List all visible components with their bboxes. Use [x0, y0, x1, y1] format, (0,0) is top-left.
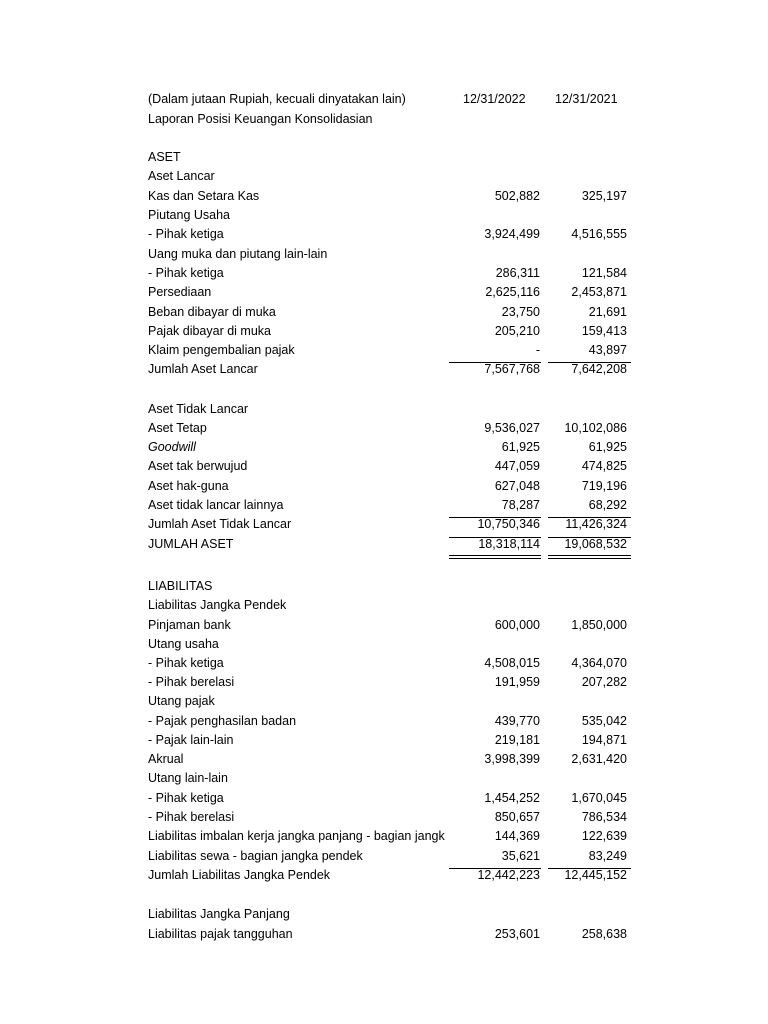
- row-label: - Pihak ketiga: [148, 266, 224, 280]
- value-2021: 4,364,070: [571, 656, 627, 670]
- statement-row: [0, 868, 768, 887]
- statement-row: [0, 656, 768, 675]
- row-label: Piutang Usaha: [148, 208, 231, 222]
- statement-row: [0, 771, 768, 790]
- value-2022: 35,621: [501, 849, 540, 863]
- value-2021: 325,197: [581, 189, 627, 203]
- row-label: JUMLAH ASET: [148, 537, 234, 551]
- row-label: Aset tidak lancar lainnya: [148, 498, 284, 512]
- statement-row: [0, 169, 768, 188]
- statement-row: [0, 537, 768, 556]
- value-2021: 21,691: [588, 305, 627, 319]
- subtotal-rule: [548, 537, 631, 538]
- statement-row: [0, 498, 768, 517]
- value-2022: 502,882: [494, 189, 540, 203]
- value-2021: 474,825: [581, 459, 627, 473]
- row-label: Aset tak berwujud: [148, 459, 248, 473]
- report-title-row: [0, 112, 768, 131]
- statement-row: [0, 343, 768, 362]
- row-label: Liabilitas pajak tangguhan: [148, 927, 293, 941]
- row-label: - Pajak lain-lain: [148, 733, 234, 747]
- value-2022: 600,000: [494, 618, 540, 632]
- row-label: Aset Lancar: [148, 169, 215, 183]
- row-label: Uang muka dan piutang lain-lain: [148, 247, 328, 261]
- statement-row: [0, 189, 768, 208]
- statement-row: [0, 927, 768, 946]
- statement-row: [0, 440, 768, 459]
- row-label: Pinjaman bank: [148, 618, 231, 632]
- row-label: Aset Tetap: [148, 421, 207, 435]
- row-label: Kas dan Setara Kas: [148, 189, 260, 203]
- statement-row: [0, 752, 768, 771]
- statement-row: [0, 849, 768, 868]
- value-2022: 3,924,499: [484, 227, 540, 241]
- double-rule: [449, 558, 541, 559]
- statement-row: [0, 421, 768, 440]
- row-label: Akrual: [148, 752, 184, 766]
- value-2022: 850,657: [494, 810, 540, 824]
- value-2021: 1,670,045: [571, 791, 627, 805]
- row-label: Pajak dibayar di muka: [148, 324, 271, 338]
- report-title: Laporan Posisi Keuangan Konsolidasian: [148, 112, 373, 126]
- value-2021: 535,042: [581, 714, 627, 728]
- row-label: Utang usaha: [148, 637, 219, 651]
- row-label: Liabilitas Jangka Panjang: [148, 907, 290, 921]
- statement-row: [0, 324, 768, 343]
- value-2021: 19,068,532: [564, 537, 627, 551]
- row-label: Beban dibayar di muka: [148, 305, 276, 319]
- subtotal-rule: [548, 517, 631, 518]
- subtotal-rule: [449, 362, 541, 363]
- subtotal-rule: [548, 868, 631, 869]
- value-2021: 258,638: [581, 927, 627, 941]
- value-2021: 12,445,152: [564, 868, 627, 882]
- value-2022: 447,059: [494, 459, 540, 473]
- value-2021: 11,426,324: [565, 517, 627, 531]
- statement-row: [0, 285, 768, 304]
- row-label: Aset Tidak Lancar: [148, 402, 249, 416]
- row-label: Jumlah Aset Lancar: [148, 362, 258, 376]
- value-2022: 191,959: [494, 675, 540, 689]
- value-2022: 10,750,346: [477, 517, 540, 531]
- value-2022: 439,770: [494, 714, 540, 728]
- statement-row: [0, 208, 768, 227]
- row-label: Goodwill: [148, 440, 196, 454]
- value-2022: -: [535, 343, 540, 357]
- value-2021: 4,516,555: [571, 227, 627, 241]
- statement-row: [0, 675, 768, 694]
- statement-row: [0, 402, 768, 421]
- value-2022: 205,210: [494, 324, 540, 338]
- value-2022: 4,508,015: [484, 656, 540, 670]
- statement-row: [0, 579, 768, 598]
- statement-row: [0, 517, 768, 536]
- statement-row: [0, 810, 768, 829]
- row-label: Persediaan: [148, 285, 212, 299]
- value-2021: 2,453,871: [571, 285, 627, 299]
- value-2022: 253,601: [494, 927, 540, 941]
- row-label: ASET: [148, 150, 181, 164]
- statement-row: [0, 305, 768, 324]
- value-2022: 627,048: [494, 479, 540, 493]
- value-2021: 7,642,208: [571, 362, 627, 376]
- row-label: - Pihak ketiga: [148, 656, 224, 670]
- double-rule: [449, 555, 541, 556]
- row-label: Klaim pengembalian pajak: [148, 343, 295, 357]
- subtotal-rule: [449, 868, 541, 869]
- row-label: - Pajak penghasilan badan: [148, 714, 297, 728]
- row-label: Liabilitas Jangka Pendek: [148, 598, 287, 612]
- value-2021: 83,249: [588, 849, 627, 863]
- value-2022: 7,567,768: [484, 362, 540, 376]
- value-2021: 207,282: [581, 675, 627, 689]
- column-header-2022: 12/31/2022: [463, 92, 526, 106]
- row-label: Jumlah Liabilitas Jangka Pendek: [148, 868, 331, 882]
- statement-row: [0, 637, 768, 656]
- statement-row: [0, 479, 768, 498]
- statement-row: [0, 362, 768, 381]
- row-label: Aset hak-guna: [148, 479, 229, 493]
- double-rule: [548, 558, 631, 559]
- value-2022: 219,181: [494, 733, 540, 747]
- units-note: (Dalam jutaan Rupiah, kecuali dinyatakan lain): [148, 92, 406, 106]
- row-label: - Pihak ketiga: [148, 791, 224, 805]
- row-label: - Pihak ketiga: [148, 227, 224, 241]
- value-2021: 68,292: [588, 498, 627, 512]
- value-2021: 194,871: [581, 733, 627, 747]
- subtotal-rule: [449, 517, 541, 518]
- row-label: LIABILITAS: [148, 579, 213, 593]
- value-2021: 61,925: [588, 440, 627, 454]
- statement-row: [0, 829, 768, 848]
- double-rule: [548, 555, 631, 556]
- statement-row: [0, 150, 768, 169]
- statement-row: [0, 598, 768, 617]
- value-2021: 786,534: [581, 810, 627, 824]
- value-2021: 2,631,420: [571, 752, 627, 766]
- value-2022: 9,536,027: [484, 421, 540, 435]
- value-2021: 159,413: [581, 324, 627, 338]
- value-2022: 12,442,223: [477, 868, 540, 882]
- statement-row: [0, 714, 768, 733]
- statement-row: [0, 791, 768, 810]
- row-label: - Pihak berelasi: [148, 810, 235, 824]
- statement-row: [0, 694, 768, 713]
- statement-row: [0, 459, 768, 478]
- subtotal-rule: [548, 362, 631, 363]
- value-2022: 286,311: [495, 266, 540, 280]
- value-2021: 121,584: [581, 266, 627, 280]
- value-2022: 2,625,116: [485, 285, 540, 299]
- statement-row: [0, 618, 768, 637]
- statement-row: [0, 733, 768, 752]
- value-2022: 78,287: [501, 498, 540, 512]
- statement-row: [0, 227, 768, 246]
- column-header-2021: 12/31/2021: [555, 92, 618, 106]
- value-2022: 61,925: [501, 440, 540, 454]
- statement-row: [0, 266, 768, 285]
- value-2021: 122,639: [581, 829, 627, 843]
- row-label: Jumlah Aset Tidak Lancar: [148, 517, 292, 531]
- row-label: Liabilitas imbalan kerja jangka panjang - bagian jangk: [148, 829, 445, 843]
- statement-row: [0, 247, 768, 266]
- value-2021: 719,196: [581, 479, 627, 493]
- value-2021: 43,897: [588, 343, 627, 357]
- subtotal-rule: [449, 537, 541, 538]
- value-2022: 18,318,114: [478, 537, 540, 551]
- row-label: Utang lain-lain: [148, 771, 228, 785]
- row-label: Utang pajak: [148, 694, 215, 708]
- value-2022: 144,369: [494, 829, 540, 843]
- statement-row: [0, 907, 768, 926]
- row-label: Liabilitas sewa - bagian jangka pendek: [148, 849, 363, 863]
- value-2022: 3,998,399: [484, 752, 540, 766]
- row-label: - Pihak berelasi: [148, 675, 235, 689]
- value-2021: 10,102,086: [564, 421, 627, 435]
- value-2021: 1,850,000: [571, 618, 627, 632]
- value-2022: 23,750: [501, 305, 540, 319]
- value-2022: 1,454,252: [484, 791, 540, 805]
- header-row: [0, 92, 768, 111]
